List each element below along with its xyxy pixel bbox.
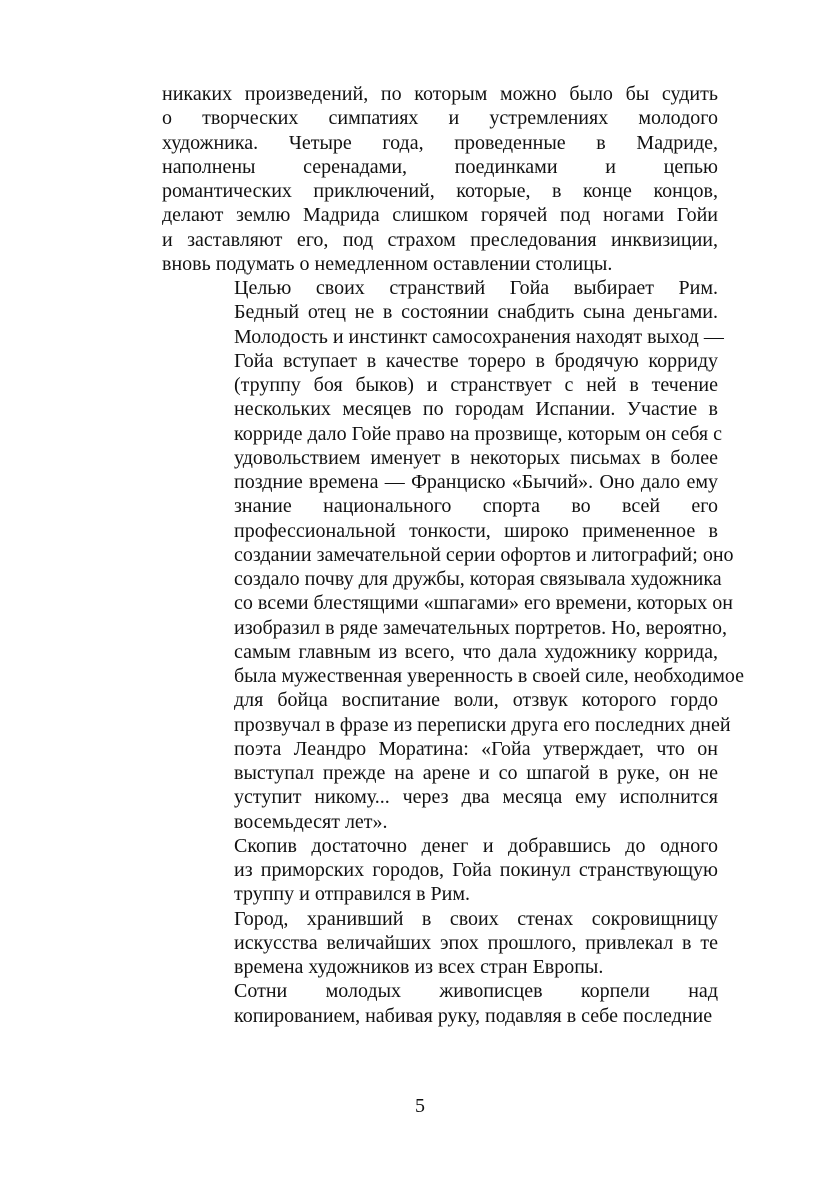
text-line: труппу и отправился в Рим. <box>234 883 471 906</box>
text-line: наполнены серенадами, поединками и цепью <box>162 155 718 178</box>
text-line: романтических приключений, которые, в конце концов, <box>162 180 718 202</box>
paragraph <box>162 979 718 1028</box>
text-line: из приморских городов, Гойа покинул странствующую <box>234 859 718 881</box>
text-line: восемьдесят лет». <box>234 810 388 833</box>
text-line: поздние времена — Франциско «Бычий». Оно дало ему <box>234 471 718 493</box>
paragraph <box>162 82 718 276</box>
text-line: вновь подумать о немедленном оставлении столицы. <box>162 252 613 275</box>
text-line: Целью своих странствий Гойа выбирает Рим. <box>234 277 718 299</box>
text-line: никаких произведений, по которым можно было бы судить <box>162 83 718 105</box>
text-line: делают землю Мадрида слишком горячей под ногами Гойи <box>162 204 718 227</box>
paragraph <box>162 276 745 834</box>
text-line: и заставляют его, под страхом преследования инквизиции, <box>162 228 718 251</box>
text-line: прозвучал в фразе из переписки друга его последних дней <box>234 713 731 736</box>
text-line: искусства величайших эпох прошлого, привлекал в те <box>234 931 718 954</box>
text-line: Молодость и инстинкт самосохранения находят выход — <box>234 325 724 348</box>
text-line: профессиональной тонкости, широко примененное в <box>234 519 718 542</box>
text-line: выступал прежде на арене и со шпагой в руке, он не <box>234 762 718 784</box>
text-line: Сотни молодых живописцев корпели над <box>234 980 718 1003</box>
text-line: самым главным из всего, что дала художнику коррида, <box>234 640 718 663</box>
text-line: удовольствием именует в некоторых письмах в более <box>234 446 718 469</box>
text-line: знание национального спорта во всей его <box>234 495 718 518</box>
text-line: (труппу боя быков) и странствует с ней в течение <box>234 374 718 396</box>
text-line: со всеми блестящими «шпагами» его времени, которых он <box>234 592 733 615</box>
text-line: Гойа вступает в качестве тореро в бродячую корриду <box>234 349 718 372</box>
text-line: корриде дало Гойе право на прозвище, которым он себя с <box>234 422 723 445</box>
text-line: о творческих симпатиях и устремлениях молодого <box>162 107 718 130</box>
text-line: поэта Леандро Моратина: «Гойа утверждает, что он <box>234 737 718 760</box>
text-line: изобразил в ряде замечательных портретов. Но, вероятно, <box>234 616 728 639</box>
text-line: Город, хранивший в своих стенах сокровищницу <box>234 907 718 930</box>
text-line: была мужественная уверенность в своей силе, необходимое <box>234 665 745 687</box>
text-line: создало почву для дружбы, которая связывала художника <box>234 568 722 590</box>
text-line: создании замечательной серии офортов и литографий; оно <box>234 543 734 566</box>
paragraph <box>162 907 718 980</box>
text-line: времена художников из всех стран Европы. <box>234 956 604 978</box>
page-number: 5 <box>415 1095 425 1117</box>
text-line: для бойца воспитание воли, отзвук которого гордо <box>234 689 718 712</box>
text-line: нескольких месяцев по городам Испании. Участие в <box>234 398 718 421</box>
text-line: копированием, набивая руку, подавляя в себе последние <box>234 1004 713 1027</box>
text-line: Скопив достаточно денег и добравшись до одного <box>234 834 718 857</box>
text-line: уступит никому... через два месяца ему исполнится <box>234 786 718 809</box>
text-line: художника. Четыре года, проведенные в Мадриде, <box>162 131 718 154</box>
paragraph <box>162 834 718 907</box>
body-text <box>162 82 745 1028</box>
text-line: Бедный отец не в состоянии снабдить сына деньгами. <box>234 301 718 324</box>
